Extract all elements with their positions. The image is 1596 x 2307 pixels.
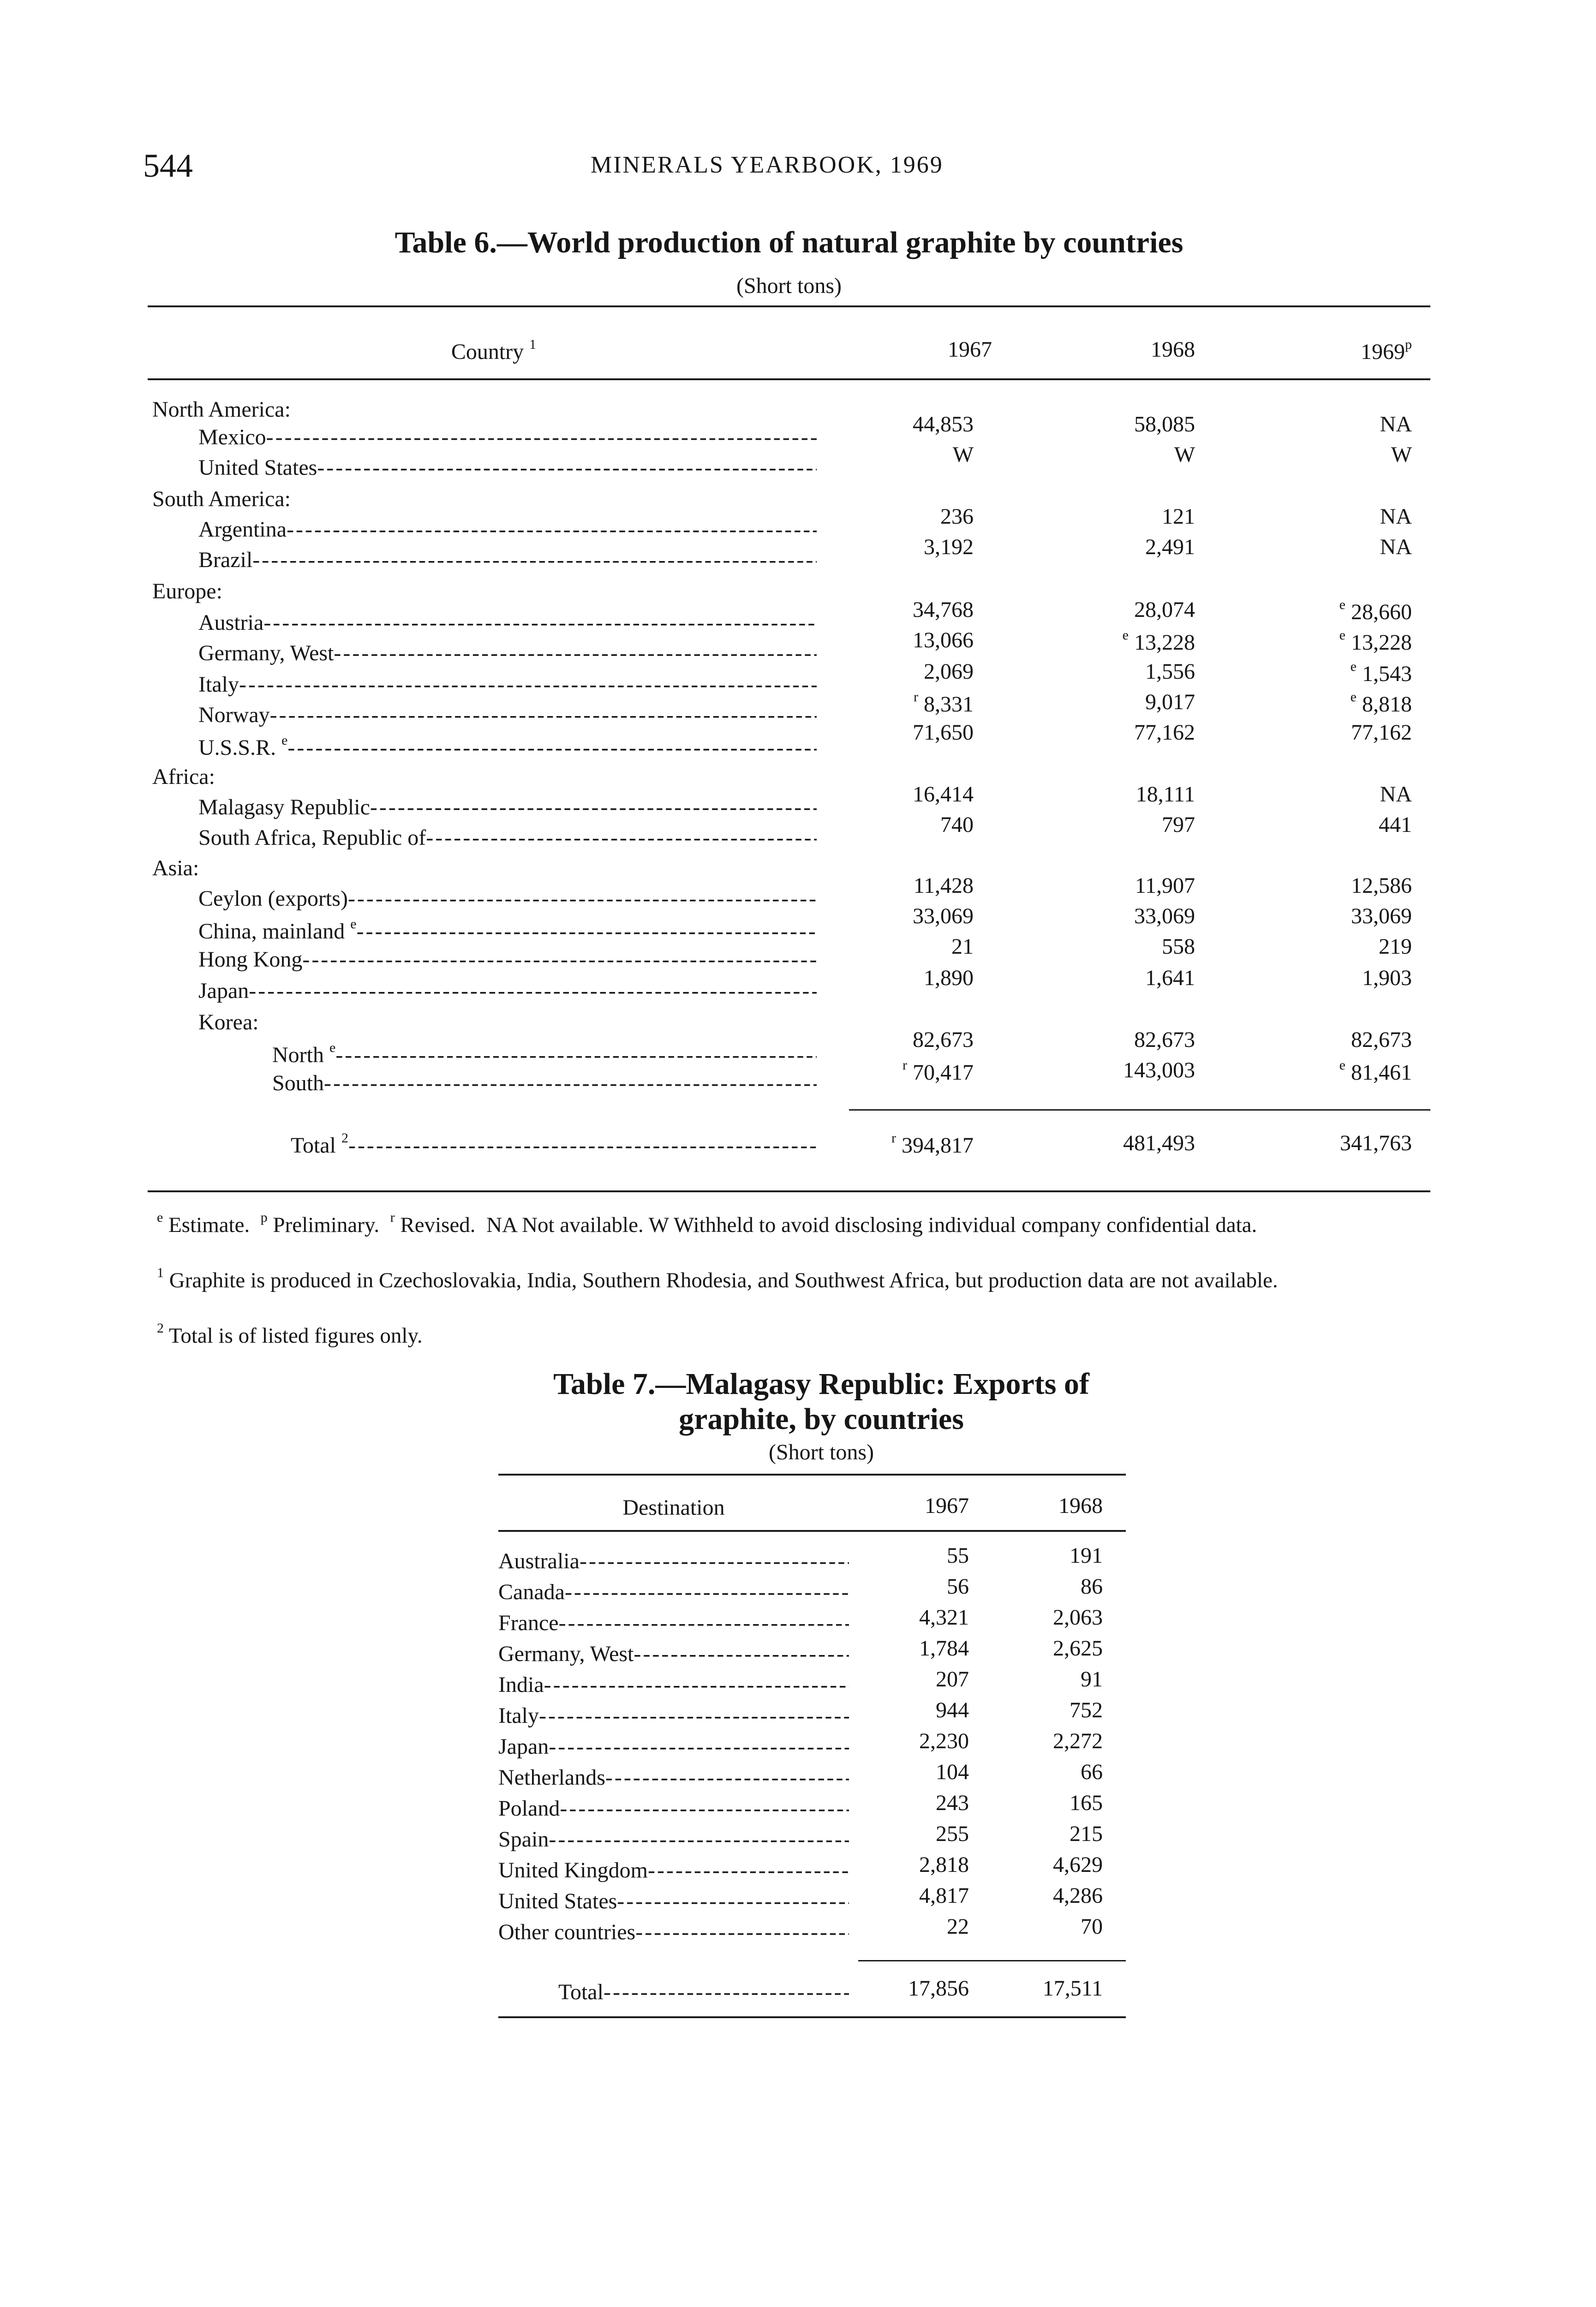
table6-cell-1969: 77,162 — [1351, 720, 1412, 745]
table7-cell-1967: 2,230 — [919, 1729, 969, 1753]
table7-cell-1968: 4,286 — [1053, 1883, 1103, 1908]
table6-cell-1967: 33,069 — [913, 904, 974, 928]
table6-cell-1967: 1,890 — [924, 966, 974, 990]
table6-total-label: Total $^2$ ----- — [291, 1130, 817, 1158]
table6-row-label: Brazil ----- — [198, 547, 817, 573]
table6-row — [148, 628, 1430, 671]
table6-row-label: South ----- — [272, 1070, 817, 1096]
table6-total-1969: 341,763 — [1340, 1131, 1412, 1155]
table7-cell-1967: 944 — [936, 1698, 969, 1722]
table7-row-label: Netherlands ----- — [498, 1765, 849, 1790]
table6-cell-1968: 11,907 — [1135, 873, 1195, 898]
table6-cell-1968: 82,673 — [1134, 1028, 1195, 1052]
table6-cell-1968: 33,069 — [1134, 904, 1195, 928]
table6-cell-1968: 1,556 — [1145, 659, 1195, 684]
table6-cell-1968: 1,641 — [1145, 966, 1195, 990]
table7-row — [498, 1914, 1126, 1950]
table6-row-label: North America: — [152, 397, 291, 422]
table6-group-row — [148, 855, 1430, 886]
table6-cell-1967: 740 — [940, 813, 974, 837]
table7-cell-1968: 2,272 — [1053, 1729, 1103, 1753]
table6-row-label: China, mainland $^e$ ----- — [198, 916, 817, 944]
table6-row — [148, 659, 1430, 702]
table7-header-1968: 1968 — [1058, 1494, 1103, 1518]
table7-top-rule — [498, 1474, 1126, 1476]
table6-cell-1969: $^e$ 13,228 — [1339, 628, 1412, 655]
table6-cell-1967: 71,650 — [913, 720, 974, 745]
table7-cell-1968: 2,063 — [1053, 1605, 1103, 1630]
table6-cell-1969: 82,673 — [1351, 1028, 1412, 1052]
table6-cell-1968: 143,003 — [1123, 1058, 1195, 1082]
table6-cell-1967: 11,428 — [913, 873, 974, 898]
table6-cell-1968: 58,085 — [1134, 412, 1195, 436]
table7-row-label: India ----- — [498, 1672, 849, 1697]
table7-header-rule — [498, 1530, 1126, 1532]
table6-cell-1967: 34,768 — [913, 598, 974, 622]
table6-row — [148, 966, 1430, 1009]
table6-bottom-rule — [148, 1190, 1430, 1192]
table6-top-rule — [148, 305, 1430, 307]
table6-row — [148, 504, 1430, 547]
table6-cell-1968: W — [1174, 442, 1195, 467]
table7-row-label: Spain ----- — [498, 1827, 849, 1852]
table6-row-label: Italy ----- — [198, 672, 817, 697]
table7-cell-1967: 56 — [947, 1574, 969, 1599]
table6-cell-1969: 33,069 — [1351, 904, 1412, 928]
table6-row — [148, 904, 1430, 947]
table6-row-label: Austria ----- — [198, 610, 817, 635]
table7-bottom-rule — [498, 2016, 1126, 2018]
table6-cell-1968: 797 — [1162, 813, 1195, 837]
table6-header-1968: 1968 — [1151, 337, 1195, 362]
table7-row-label: Australia ----- — [498, 1548, 849, 1574]
table6-row-label: South Africa, Republic of ----- — [198, 825, 817, 850]
table6-row-label: Africa: — [152, 765, 215, 789]
table6-cell-1967: 16,414 — [913, 782, 974, 807]
table6-cell-1967: 21 — [951, 934, 974, 959]
table7-row-label: Italy ----- — [498, 1703, 849, 1728]
table7-row-label: Poland ----- — [498, 1796, 849, 1821]
table6-cell-1968: 18,111 — [1136, 782, 1195, 807]
table7-cell-1967: 4,321 — [919, 1605, 969, 1630]
table6-cell-1969: $^e$ 8,818 — [1350, 689, 1412, 717]
table6-row — [148, 1028, 1430, 1070]
table6-header-rule — [148, 378, 1430, 380]
table7-cell-1967: 255 — [936, 1822, 969, 1846]
table6-row — [148, 873, 1430, 916]
table6-total-row — [148, 1130, 1430, 1161]
table6-cell-1967: 44,853 — [913, 412, 974, 436]
table6-group-row — [148, 579, 1430, 609]
table6-cell-1967: $^r$ 8,331 — [914, 689, 974, 717]
table6-title: Table 6.—World production of natural graphite by countries — [395, 226, 1184, 259]
table6-cell-1968: $^e$ 13,228 — [1122, 628, 1195, 655]
table7-cell-1968: 91 — [1081, 1667, 1103, 1691]
table7-cell-1967: 55 — [947, 1543, 969, 1568]
table6-header-1967: 1967 — [948, 337, 992, 362]
table7-row-label: Japan ----- — [498, 1734, 849, 1759]
table6-cell-1967: 236 — [940, 504, 974, 529]
table7-row-label: Germany, West ----- — [498, 1641, 849, 1667]
table6-row-label: Ceylon (exports) ----- — [198, 886, 817, 911]
table7-row-label: Canada ----- — [498, 1579, 849, 1605]
table6-row — [148, 689, 1430, 733]
table6-row-label: Mexico ----- — [198, 424, 817, 450]
table6-cell-1969: NA — [1380, 412, 1412, 436]
table6-cell-1968: 558 — [1162, 934, 1195, 959]
table6-cell-1967: 3,192 — [924, 535, 974, 559]
table7-cell-1968: 4,629 — [1053, 1853, 1103, 1877]
table6-row-label: Malagasy Republic ----- — [198, 795, 817, 820]
table7-cell-1968: 165 — [1070, 1791, 1103, 1815]
table6-total-1967: $^r$ 394,817 — [891, 1130, 974, 1158]
table6-cell-1967: $^r$ 70,417 — [903, 1058, 974, 1085]
table7-cell-1968: 70 — [1081, 1914, 1103, 1939]
table7-row-label: United States ----- — [498, 1889, 849, 1914]
table6-cell-1968: 2,491 — [1145, 535, 1195, 559]
table7-cell-1968: 2,625 — [1053, 1636, 1103, 1661]
table6-row-label: Japan ----- — [198, 978, 817, 1004]
table6-cell-1967: 82,673 — [913, 1028, 974, 1052]
table6-row — [148, 813, 1430, 855]
table6-row-label: Norway ----- — [198, 702, 817, 728]
table6-cell-1969: 1,903 — [1362, 966, 1412, 990]
table7-cell-1967: 1,784 — [919, 1636, 969, 1661]
table6-cell-1969: $^e$ 81,461 — [1339, 1058, 1412, 1085]
table7-cell-1968: 86 — [1081, 1574, 1103, 1599]
table7-cell-1967: 4,817 — [919, 1883, 969, 1908]
table6-cell-1968: 121 — [1162, 504, 1195, 529]
table6-cell-1967: W — [952, 442, 974, 467]
table7-row-label: Other countries ----- — [498, 1919, 849, 1945]
table7-cell-1967: 207 — [936, 1667, 969, 1691]
table7-total-1968: 17,511 — [1042, 1976, 1103, 2001]
page-number: 544 — [143, 147, 193, 184]
table7-cell-1967: 2,818 — [919, 1853, 969, 1877]
table7-cell-1967: 243 — [936, 1791, 969, 1815]
table6-row — [148, 1058, 1430, 1101]
table6-group-row — [148, 1010, 1430, 1040]
table7-cell-1968: 66 — [1081, 1760, 1103, 1784]
table6-row-label: Asia: — [152, 856, 199, 880]
table6-cell-1969: 12,586 — [1351, 873, 1412, 898]
table7-total-rule — [858, 1960, 1126, 1961]
table7-row-label: United Kingdom ----- — [498, 1858, 849, 1883]
table6-cell-1969: $^e$ 28,660 — [1339, 597, 1412, 624]
table7-total-label: Total ----- — [558, 1979, 849, 2005]
footnote-2: $^2$ Total is of listed figures only. — [157, 1321, 423, 1348]
table6-total-1968: 481,493 — [1123, 1131, 1195, 1155]
table6-header-1969: 1969$^p$ — [1361, 337, 1412, 364]
table6-group-row — [148, 486, 1430, 517]
table6-total-rule — [849, 1109, 1430, 1111]
running-head: MINERALS YEARBOOK, 1969 — [591, 152, 944, 178]
table7-cell-1968: 215 — [1070, 1822, 1103, 1846]
footnote-1: $^1$ Graphite is produced in Czechoslovakia, India, Southern Rhodesia, and Southwest Africa, but production data are not available. — [157, 1265, 1278, 1292]
table6-cell-1969: NA — [1380, 504, 1412, 529]
table6-cell-1969: $^e$ 1,543 — [1350, 659, 1412, 686]
table7-title-line1: Table 7.—Malagasy Republic: Exports of — [553, 1367, 1089, 1401]
table6-cell-1968: 28,074 — [1134, 598, 1195, 622]
table6-row-label: Argentina ----- — [198, 517, 817, 542]
table6-row-label: Europe: — [152, 579, 222, 604]
table6-row-label: South America: — [152, 487, 291, 511]
table6-cell-1967: 2,069 — [924, 659, 974, 684]
table6-row — [148, 782, 1430, 825]
table7-units: (Short tons) — [769, 1440, 874, 1464]
table7-row-label: France ----- — [498, 1610, 849, 1636]
table6-cell-1969: NA — [1380, 535, 1412, 559]
table6-cell-1969: W — [1391, 442, 1412, 467]
table6-row-label: Korea: — [198, 1010, 259, 1034]
table7-total-1967: 17,856 — [908, 1976, 969, 2001]
table6-row-label: United States ----- — [198, 455, 817, 480]
table6-cell-1969: 441 — [1379, 813, 1412, 837]
table7-header-destination: Destination — [622, 1495, 725, 1520]
table6-cell-1969: 219 — [1379, 934, 1412, 959]
table6-row — [148, 535, 1430, 578]
table6-row-label: U.S.S.R. $^e$ ----- — [198, 733, 817, 760]
table7-cell-1968: 752 — [1070, 1698, 1103, 1722]
footnote-legend: $^e$ Estimate. $^p$ Preliminary. $^r$ Revised. NA Not available. W Withheld to avoid disclosing individual company confidential data. — [157, 1210, 1257, 1237]
table6-cell-1968: 77,162 — [1134, 720, 1195, 745]
table6-cell-1967: 13,066 — [913, 628, 974, 652]
table7-title-line2: graphite, by countries — [679, 1402, 964, 1436]
table7-total-row — [498, 1976, 1126, 2010]
table6-group-row — [148, 397, 1430, 427]
table6-header-country: Country $^1$ — [451, 337, 537, 364]
table6-group-row — [148, 764, 1430, 795]
table6-row — [148, 412, 1430, 455]
table6-row — [148, 720, 1430, 763]
table6-row-label: Germany, West ----- — [198, 640, 817, 666]
table6-row — [148, 934, 1430, 977]
table6-row-label: North $^e$ ----- — [272, 1040, 817, 1068]
table6-row — [148, 442, 1430, 485]
table7-header-1967: 1967 — [925, 1494, 969, 1518]
table6-cell-1969: NA — [1380, 782, 1412, 807]
table7-cell-1967: 104 — [936, 1760, 969, 1784]
table7-cell-1968: 191 — [1070, 1543, 1103, 1568]
table6-row-label: Hong Kong ----- — [198, 947, 817, 972]
table7-cell-1967: 22 — [947, 1914, 969, 1939]
table6-units: (Short tons) — [736, 274, 842, 298]
table6-cell-1968: 9,017 — [1145, 690, 1195, 714]
table6-row — [148, 597, 1430, 640]
